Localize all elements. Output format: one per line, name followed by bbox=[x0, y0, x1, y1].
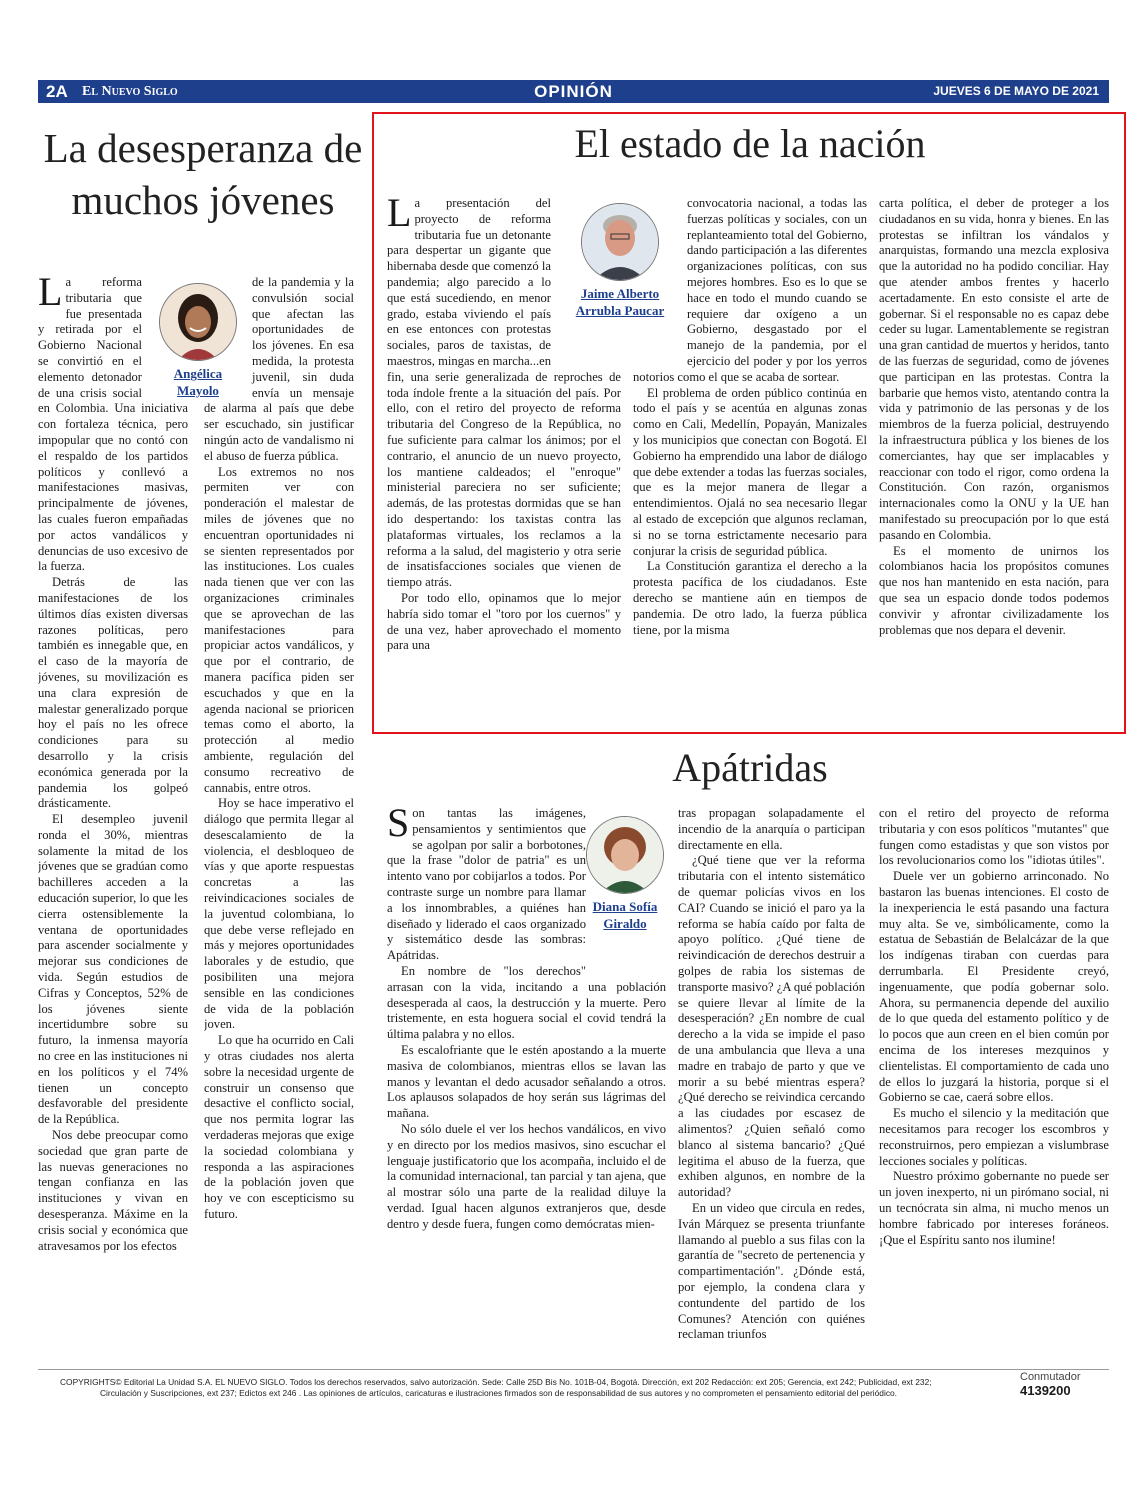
footer-credits bbox=[60, 1377, 1000, 1399]
switchboard-label: Conmutador bbox=[1020, 1371, 1081, 1383]
article1-paragraph: Lo que ha ocurrido en Cali y otras ciudades nos alerta sobre la necesidad urgente de construir un consenso que desactive el conflicto social, que nos permita lograr las verdaderas mejoras que exige la sociedad colombiana y responda a las aspiraciones de la población joven que hoy ve con escepticismo su futuro. bbox=[204, 1033, 354, 1222]
article1-paragraph: El desempleo juvenil ronda el 30%, mientras solamente la mitad de los jóvenes que se gradúan como bachilleres acceden a la educación superior, lo que les cierra ostensiblemente la ventana de oportunidades para ascender socialmente y mejorar sus condiciones de vida. Según estudios de Cifras y Conceptos, 52% de los jóvenes siente incertidumbre sobre su futuro, la inmensa mayoría no cree en las instituciones ni en los políticos y el 74% tienen un concepto desfavorable del presidente de la República. bbox=[38, 812, 188, 1127]
article2-paragraph: La Constitución garantiza el derecho a la protesta pacífica de los ciudadanos. Este derecho se mantiene aún en tiempos de pandemia. De otro lado, la fuerza pública tiene, por la misma bbox=[633, 559, 867, 637]
article2-column-2 bbox=[633, 196, 867, 726]
article3-paragraph: tras propagan solapadamente el incendio de la anarquía o participan directamente en ella. bbox=[678, 806, 865, 852]
switchboard-number: 4139200 bbox=[1020, 1383, 1071, 1398]
article1-column-2 bbox=[204, 275, 354, 1365]
article2-column-1 bbox=[387, 196, 621, 726]
masthead-band bbox=[38, 80, 1109, 103]
switchboard bbox=[1020, 1371, 1110, 1398]
article3-paragraph: Son tantas las imágenes, pensamientos y sentimientos que se agolpan por salir a borbotones, que la frase "dolor de patria" es un intento vano por cobijarlos a todos. Por contraste surge un nombre para llamar a los innombrables, a quiénes han diseñado y liderado el caos organizado y sistemático desde las sombras: Apátridas. bbox=[387, 806, 586, 963]
article3-paragraph: Duele ver un gobierno arrinconado. No bastaron las buenas intenciones. El costo de la inexperiencia le está pasando una factura muy alta. Se ve, simbólicamente, como la estatua de Sebastián de Belalcázar de la que los indígenas tiraban con cuerdas para derrumbarla. El Presidente creyó, ingenuamente, que podía gobernar solo. Ahora, su permanencia depende del auxilio de lo que queda del estamento político y de lo pocos que aun creen en el bien común por encima de los intereses mezquinos y clientelistas. El comportamiento de cada uno de ellos lo juzgará la historia, porque si el Gobierno se cae, caerá sobre ellos. bbox=[879, 869, 1109, 1105]
footer-line-1: COPYRIGHTS© Editorial La Unidad S.A. EL NUEVO SIGLO. Todos los derechos reservados, salvo autorización. Sede: Calle 25D Bis No. 101B-04, Bogotá. Dirección, ext 202 Redacción: ext 205; Gerencia, ext 242; Publicidad, ext 232; bbox=[60, 1377, 932, 1387]
article2-paragraph: El problema de orden público continúa en todo el país y se acentúa en algunas zonas como en Cali, Medellín, Popayán, Manizales y los municipios que conectan con Bogotá. El Gobierno ha emprendido una labor de diálogo que debe extender a todas las fuerzas sociales, que es la mejor manera de llegar a entendimientos. Ojalá no sea necesario llegar al estado de excepción que algunos reclaman, si no se torna estrictamente necesario para conjurar la crisis de seguridad pública. bbox=[633, 385, 867, 558]
article2-paragraph: carta política, el deber de proteger a los ciudadanos en su vida, honra y bienes. En las protestas se infiltran los vándalos y anarquistas, formando una mezcla explosiva que la autoridad no ha podido conciliar. Hay que atender ambos frentes y hacerlo acertadamente. En esto consiste el arte de gobernar. Si el responsable no es capaz debe ceder su lugar. Lamentablemente se registran una gran cantidad de muertos y heridos, tanto de las fuerzas de seguridad, como de jóvenes que participan en las protestas. Contra la barbarie que hemos visto, atentando contra la vida y patrimonio de las personas y de los miembros de la fuerza policial, destruyendo la infraestructura pública y los bienes de los comerciantes, hay que ser implacables y reaccionar con todo el rigor, como ordena la Constitución. Con razón, organismos internacionales como la ONU y la UE han manifestado su preocupación por lo que está pasando en Colombia. bbox=[879, 196, 1109, 542]
issue-date: JUEVES 6 DE MAYO DE 2021 bbox=[933, 84, 1099, 98]
article3-paragraph: con el retiro del proyecto de reforma tributaria y con esos políticos "mutantes" que fungen como estadistas y que son vistos por los revolucionarios como los "idiotas útiles". bbox=[879, 806, 1109, 868]
article3-column-1 bbox=[387, 806, 666, 1366]
article3-paragraph: En nombre de "los derechos" arrasan con la vida, incitando a una población desesperada al caos, la destrucción y la muerte. Pero tristemente, en esta hoguera social el covid tendrá la última palabra y no ellos. bbox=[387, 963, 666, 1042]
article3-title: Apátridas bbox=[672, 745, 828, 790]
footer-rule bbox=[38, 1369, 1109, 1370]
article1-column-1 bbox=[38, 275, 188, 1365]
footer-line-2: Circulación y Suscripciones, ext 237; Edictos ext 246 . Las opiniones de artículos, caricaturas e ilustraciones firmados son de responsabilidad de sus autores y no comprometen el pensamiento editorial del periódico. bbox=[100, 1388, 897, 1398]
article3-paragraph: No sólo duele el ver los hechos vandálicos, en vivo y en directo por los medios masivos, sino escuchar el lenguaje justificatorio que los acompaña, incluido el de la comunidad internacional, tan parcial y tan ajena, que al mostrar sólo una parte de la realidad diluye la verdad. Igual hacen algunos extranjeros que, desde dentro y desde fuera, fungen como demócratas mien- bbox=[387, 1121, 666, 1231]
article3-paragraph: Nuestro próximo gobernante no puede ser un joven inexperto, ni un pirómano social, ni un tecnócrata sin alma, ni mucho menos un hombre fabricado por intereses foráneos. ¡Que el Espíritu santo nos ilumine! bbox=[879, 1169, 1109, 1247]
article1-paragraph: La reforma tributaria que fue presentada y retirada por el Gobierno Nacional se convirtió en el elemento detonador de una crisis social en Colombia. Una iniciativa con fortaleza técnica, pero impopular que no contó con el respaldo de los partidos políticos y conllevó a manifestaciones masivas, principalmente de jóvenes, las cuales fueron empañadas por actos vandálicos y denuncias de uso excesivo de la fuerza. bbox=[38, 275, 188, 574]
drop-cap: S bbox=[387, 806, 410, 845]
article2-paragraph: La presentación del proyecto de reforma tributaria fue un detonante para despertar un gigante que hibernaba desde que comenzó la pandemia; algo parecido a lo que está sucediendo, en menor grado, estaba viviendo el país en ese entonces con protestas sociales, paros de taxistas, de maestros, mingas en marcha...en fin, una serie generalizada de reproches de toda índole frente a la situación del país. Por ello, con el retiro del proyecto de reforma tributaria del Congreso de la República, no fue suficiente para calmar los ánimos; por el contrario, el anuncio de un nuevo proyecto, los mantiene caldeados; el "enroque" ministerial pareciera no ser suficiente; además, de las protestas dormidas que se han ido despertando: los taxistas contra las plataformas virtuales, los reclamos a la reforma a la salud, del magisterio y otra serie de insatisfacciones sociales que vienen de tiempo atrás. bbox=[387, 196, 621, 590]
article3-paragraph: ¿Qué tiene que ver la reforma tributaria con el intento sistemático de quemar policías vivos en los CAI? Cuando se inició el paro ya la reforma se había caído por falta de apoyo político. ¿Qué tiene de reivindicación de derechos destruir a golpes de rabia los sistemas de transporte masivo? ¿A qué población se quiere llevar al límite de la desesperación? ¿En nombre de cual derecho a la vida se impide el paso de una ambulancia que lleva a una madre en trabajo de parto y que ve morir a su bebé mientras espera? ¿Qué derecho se reivindica cercando a las ciudades por escasez de alimentos? ¿Quien señaló como blanco al sistema bancario? ¿Qué legitima el abuso de la fuerza, que exhiben algunos, en nombre de la autoridad? bbox=[678, 853, 865, 1200]
article1-paragraph: Nos debe preocupar como sociedad que gran parte de las nuevas generaciones no tengan confianza en las instituciones y vivan en desesperanza. Máxime en la crisis social y económica que atravesamos por los efectos bbox=[38, 1128, 188, 1253]
article1-paragraph: de la pandemia y la convulsión social que afectan las oportunidades de los jóvenes. En esa medida, la protesta juvenil, sin duda envía un mensaje de alarma al país que debe ser escuchado, sin justificar ningún acto de vandalismo ni el abuso de fuerza pública. bbox=[204, 275, 354, 463]
article3-paragraph: Es escalofriante que le estén apostando a la muerte masiva de colombianos, mientras ellos se lavan las manos y levantan el dedo acusador señalando a otros. Los aplausos solapados de hoy serán sus lágrimas del mañana. bbox=[387, 1042, 666, 1121]
drop-cap: L bbox=[38, 275, 63, 314]
article2-paragraph: convocatoria nacional, a todas las fuerzas políticas y sociales, con un replanteamiento total del Gobierno, dando participación a las diferentes organizaciones políticas, con sus mejores hombres. Eso es lo que se hace en todo el mundo cuando se requiere dar oxígeno a un Gobierno, desgastado por el manejo de la pandemia, por el ejercicio del poder y por los yerros notorios como el que se acaba de sortear. bbox=[633, 196, 867, 384]
article2-paragraph: Es el momento de unirnos los colombianos hacia los propósitos comunes que nos han mantenido en esta nación, para que sea un espacio donde todos podemos convivir y afrontar civilizadamente los problemas que nos depara el devenir. bbox=[879, 543, 1109, 637]
article1-paragraph: Los extremos no nos permiten ver con ponderación el malestar de miles de jóvenes que no encuentran oportunidades ni se sienten representados por las instituciones. Los cuales nada tienen que ver con las organizaciones criminales que se aprovechan de las manifestaciones para propiciar actos vandálicos, y que por el contrario, de manera pacífica piden ser escuchados y que en la agenda nacional se prioricen temas como el aborto, la protección al medio ambiente, regulación del consumo recreativo de cannabis, entre otros. bbox=[204, 464, 354, 795]
article3-paragraph: En un video que circula en redes, Iván Márquez se presenta triunfante llamando al pueblo a sus filas con la garantía de "secreto de pertenencia y compartimentación". ¿Dónde está, por ejemplo, la condena clara y contundente del partido de los Comunes? Atención con quiénes reclaman triunfos bbox=[678, 1200, 865, 1342]
article1-author-name: Angélica Mayolo bbox=[173, 366, 223, 398]
article3-paragraph: Es mucho el silencio y la meditación que necesitamos para recoger los escombros y reconstruirnos, pero empiezan a vislumbrase lecciones sociales y políticas. bbox=[879, 1106, 1109, 1168]
article2-paragraph: Por todo ello, opinamos que lo mejor habría sido tomar el "toro por los cuernos" y de una vez, haber aprovechado el momento para una bbox=[387, 590, 621, 653]
article1-paragraph: Hoy se hace imperativo el diálogo que permita llegar al desescalamiento de la violencia, el desbloqueo de vías y que aporte respuestas concretas a las reivindicaciones sociales de la juventud colombiana, lo que debe verse reflejado en más y mejores oportunidades laborales y de estudio, que posibiliten una mejora sensible en las condiciones de vida de la población joven. bbox=[204, 796, 354, 1032]
publication-name: El Nuevo Siglo bbox=[82, 84, 178, 99]
article2-author-name: Jaime Alberto Arrubla Paucar bbox=[575, 286, 665, 318]
drop-cap: L bbox=[387, 196, 412, 235]
article2-column-3 bbox=[879, 196, 1109, 726]
article3-column-3 bbox=[879, 806, 1109, 1366]
article1-title: La desesperanza de muchos jóvenes bbox=[43, 125, 363, 223]
article1-paragraph: Detrás de las manifestaciones de los últimos días existen diversas razones políticas, pero también es innegable que, en el caso de la mayoría de jóvenes, su movilización es una clara expresión de malestar generalizado porque hoy el país no les ofrece condiciones para su desarrollo y la crisis económica generada por la pandemia los golpeó drásticamente. bbox=[38, 575, 188, 811]
article2-title: El estado de la nación bbox=[574, 121, 926, 166]
page-number: 2A bbox=[46, 82, 68, 101]
article3-author-name: Diana Sofía Giraldo bbox=[592, 899, 658, 931]
section-title: OPINIÓN bbox=[534, 82, 613, 101]
article3-column-2 bbox=[678, 806, 865, 1366]
